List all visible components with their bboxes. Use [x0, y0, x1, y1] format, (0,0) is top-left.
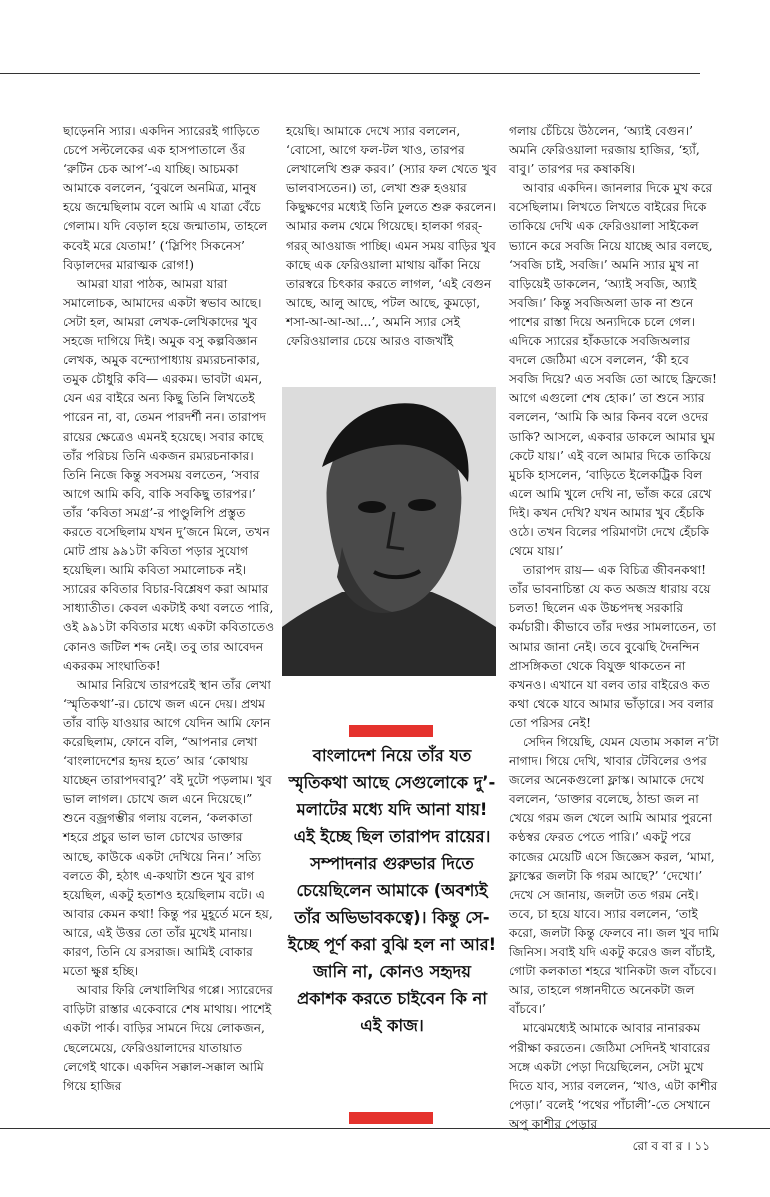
paragraph: তারাপদ রায়— এক বিচিত্র জীবনকথা! তাঁর ভাবনাচিন্তা যে কত অজস্র ধারায় বয়ে চলত! ছিলেন এক উচ্চপদস্থ সরকারি কর্মচারী। কীভাবে তাঁর দপ্তর সামলাতেন, তা আমার জানা নেই। তবে বুঝেছি দৈনন্দিন প্রাসঙ্গিকতা থেকে বিযুক্ত থাকতেন না কখনও। এখানে যা বলব তার বাইরেও কত কথা থেকে যাবে আমার ভাঁড়ারে। সব বলার তো পরিসর নেই! — [509, 563, 716, 730]
portrait-image — [282, 387, 496, 676]
portrait-photo — [282, 387, 496, 676]
paragraph: আমরা যারা পাঠক, আমরা যারা সমালোচক, আমাদের একটা স্বভাব আছে। সেটা হল, আমরা লেখক-লেখিকাদের খুব সহজে দাগিয়ে দিই। অমুক বসু কল্পবিজ্ঞান লেখক, অমুক বন্দ্যোপাধ্যায় রম্যরচনাকার, তমুক চৌধুরি কবি— এরকম। ভাবটা এমন, যেন এর বাইরে অন্য কিছু তিনি লিখতেই পারেন না, বা, তেমন পারদর্শী নন। তারাপদ রায়ের ক্ষেত্রেও এমনই হয়েছে। সবার কাছে তাঁর পরিচয় তিনি একজন রম্যরচনাকার। তিনি নিজে কিন্তু সবসময় বলতেন, ‘সবার আগে আমি কবি, বাকি সবকিছু তারপর।’ তাঁর ‘কবিতা সমগ্র’-র পাণ্ডুলিপি প্রস্তুত করতে বসেছিলাম যখন দু’জনে মিলে, তখন মোট প্রায় ৯৯১টা কবিতা পড়ার সুযোগ হয়েছিল। আমি কবিতা সমালোচক নই। স্যারের কবিতার বিচার-বিশ্লেষণ করা আমার সাধ্যাতীত। কেবল একটাই কথা বলতে পারি, ওই ৯৯১টা কবিতার মধ্যে একটা কবিতাতেও কোনও জটিল শব্দ নেই। তবু তার আবেদন একরকম সাংঘাতিক! — [63, 276, 275, 673]
page-folio: রো ব বা র । ১১ — [632, 1139, 710, 1153]
paragraph: হয়েছি। আমাকে দেখে স্যার বললেন, ‘বোসো, আগে ফল-টল খাও, তারপর লেখালেখি শুরু করব।’ (স্যার ফল খেতে খুব ভালবাসতেন।) তা, লেখা শুরু হওয়ার কিছুক্ষণের মধ্যেই তিনি ঢুলতে শুরু করলেন। আমার কলম থেমে গিয়েছে। হালকা গরর্-গরর্ আওয়াজ পাচ্ছি। এমন সময় বাড়ির খুব কাছে এক ফেরিওয়ালা মাথায় ঝাঁকা নিয়ে তারস্বরে চিৎকার করতে লাগল, ‘এই বেগুন আছে, আলু আছে, পটল আছে, কুমড়ো, শসা-আ-আ-আ...’, অমনি স্যার সেই ফেরিওয়ালার চেয়ে আরও বাজখাঁই — [286, 124, 497, 349]
paragraph: আবার ফিরি লেখালিখির গপ্পে। স্যারেদের বাড়িটা রাস্তার একেবারে শেষ মাথায়। পাশেই একটা পার্ক। বাড়ির সামনে দিয়ে লোকজন, ছেলেমেয়ে, ফেরিওয়ালাদের যাতায়াত লেগেই থাকে। একদিন সক্কাল-সক্কাল আমি গিয়ে হাজির — [63, 983, 273, 1093]
pullquote-top-bar — [349, 725, 433, 737]
pullquote: বাংলাদেশ নিয়ে তাঁর যত স্মৃতিকথা আছে সেগুলোকে দু’-মলাটের মধ্যে যদি আনা যায়! এই ইচ্ছে ছিল তারাপদ রায়ের। সম্পাদনার গুরুভার দিতে চেয়েছিলেন আমাকে (অবশ্যই তাঁর অভিভাবকত্বে)। কিন্তু সে-ইচ্ছে পূর্ণ করা বুঝি হল না আর! জানি না, কোনও সহৃদয় প্রকাশক করতে চাইবেন কি না এই কাজ। — [287, 746, 497, 1035]
article-column-1 — [63, 122, 275, 1096]
paragraph: সেদিন গিয়েছি, যেমন যেতাম সকাল ন’টা নাগাদ। গিয়ে দেখি, খাবার টেবিলের ওপর জলের অনেকগুলো ফ্লাস্ক। আমাকে দেখে বললেন, ‘ডাক্তার বলেছে, ঠান্ডা জল না খেয়ে গরম জল খেলে আমি আমার পুরনো কণ্ঠস্বর ফেরত পেতে পারি।’ একটু পরে কাজের মেয়েটি এসে জিজ্ঞেস করল, ‘মামা, ফ্লাস্কের জলটা কি গরম আছে?’ ‘দেখো।’ দেখে সে জানায়, জলটা তত গরম নেই। তবে, চা হয়ে যাবে। স্যার বললেন, ‘তাই করো, জলটা কিন্তু ফেলবে না। জল খুব দামি জিনিস। সবাই যদি একটু করেও জল বাঁচাই, গোটা কলকাতা শহরে খানিকটা জল বাঁচবে। আর, তাহলে গঙ্গানদীতে অনেকটা জল বাঁচবে।’ — [509, 735, 719, 1017]
paragraph: আমার নিরিখে তারপরেই স্থান তাঁর লেখা ‘স্মৃতিকথা’-র। চোখে জল এনে দেয়। প্রথম তাঁর বাড়ি যাওয়ার আগে যেদিন আমি ফোন করেছিলাম, ফোনে বলি, “আপনার লেখা ‘বাংলাদেশের হৃদয় হতে’ আর ‘কোথায় যাচ্ছেন তারাপদবাবু?’ বই দুটো পড়লাম। খুব ভাল লাগল। চোখে জল এনে দিয়েছে।” শুনে বজ্রগম্ভীর গলায় বলেন, ‘কলকাতা শহরে প্রচুর ভাল ভাল চোখের ডাক্তার আছে, কাউকে একটা দেখিয়ে নিন।’ সত্যি বলতে কী, হঠাৎ এ-কথাটা শুনে খুব রাগ হয়েছিল, একটু হতাশও হয়েছিলাম বটে। এ আবার কেমন কথা! কিন্তু পর মুহূর্তে মনে হয়, আরে, এই উত্তর তো তাঁর মুখেই মানায়। কারণ, তিনি যে রসরাজ। আমিই বোকার মতো ক্ষুণ্ণ হচ্ছি। — [63, 677, 273, 979]
top-rule — [0, 73, 700, 74]
paragraph: ছাড়েননি স্যার। একদিন স্যারেরই গাড়িতে চেপে সল্টলেকের এক হাসপাতালে ওঁর ‘রুটিন চেক আপ’-এ যাচ্ছি। আচমকা আমাকে বললেন, ‘বুঝলে অনমিত্র, মানুষ হয়ে জন্মেছিলাম বলে আমি এ যাত্রা বেঁচে গেলাম। যদি বেড়াল হয়ে জন্মাতাম, তাহলে কবেই মরে যেতাম!’ (‘স্লিপিং সিকনেস’ বিড়ালদের মারাত্মক রোগ!) — [63, 124, 268, 272]
article-column-2 — [286, 122, 498, 351]
article-column-3 — [509, 122, 721, 1134]
paragraph: মাঝেমধ্যেই আমাকে আবার নানারকম পরীক্ষা করতেন। জেঠিমা সেদিনই খাবারের সঙ্গে একটা পেড়া দিয়েছিলেন, সেটা মুখে দিতে যাব, স্যার বললেন, ‘খাও, এটা কাশীর পেড়া।’ বলেই ‘পথের পাঁচালী’-তে সেখানে অপু কাশীর পেড়ার — [509, 1021, 718, 1131]
pullquote-bottom-bar — [349, 1112, 433, 1124]
paragraph: গলায় চেঁচিয়ে উঠলেন, ‘অ্যাই বেগুন।’ অমনি ফেরিওয়ালা দরজায় হাজির, ‘হ্যাঁ, বাবু।’ তারপর দর কষাকষি। — [509, 124, 700, 177]
bottom-rule — [0, 1128, 770, 1129]
paragraph: আবার একদিন। জানলার দিকে মুখ করে বসেছিলাম। লিখতে লিখতে বাইরের দিকে তাকিয়ে দেখি এক ফেরিওয়ালা সাইকেল ভ্যানে করে সবজি নিয়ে যাচ্ছে আর বলছে, ‘সবজি চাই, সবজি।’ অমনি স্যার মুখ না বাড়িয়েই ডাকলেন, ‘অ্যাই সবজি, অ্যাই সবজি।’ কিন্তু সবজিঅলা ডাক না শুনে পাশের রাস্তা দিয়ে অন্যদিকে চলে গেল। এদিকে স্যারের হাঁকডাকে সবজিঅলার বদলে জেঠিমা এসে বললেন, ‘কী হবে সবজি দিয়ে? এত সবজি তো আছে ফ্রিজে! আগে এগুলো শেষ হোক।’ তা শুনে স্যার বললেন, ‘আমি কি আর কিনব বলে ওদের ডাকি? আসলে, একবার ডাকলে আমার ঘুম কেটে যায়।’ এই বলে আমার দিকে তাকিয়ে মুচকি হাসলেন, ‘বাড়িতে ইলেকট্রিক বিল এলে আমি খুলে দেখি না, ভাঁজ করে রেখে দিই। কখন দেখি? যখন আমার খুব হেঁচকি ওঠে। তখন বিলের পরিমাণটা দেখে হেঁচকি থেমে যায়।’ — [509, 181, 717, 559]
